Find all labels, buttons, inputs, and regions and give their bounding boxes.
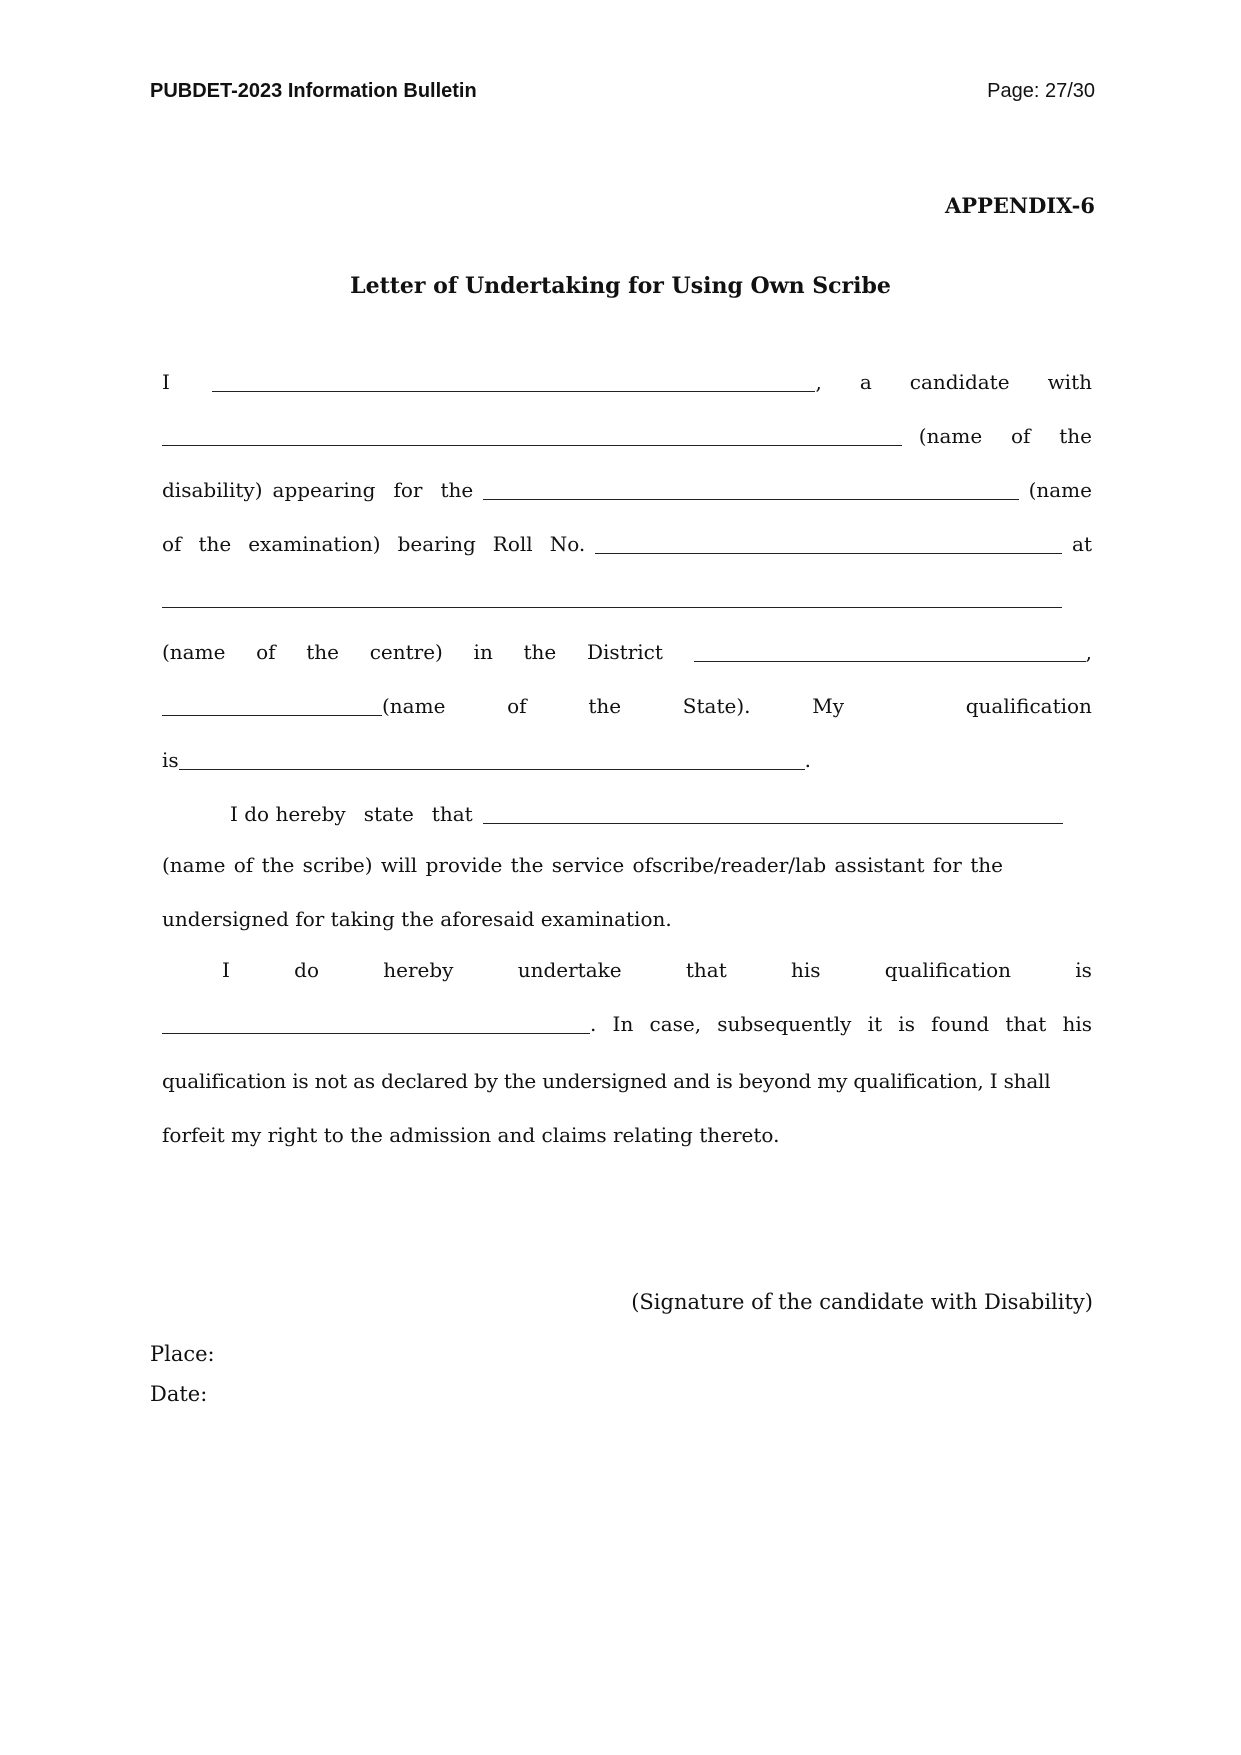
word: his [791, 958, 821, 982]
form-line-15: forfeit my right to the admission and claims relating thereto. [162, 1123, 780, 1147]
word: candidate [909, 370, 1010, 394]
form-line-14: qualification is not as declared by the undersigned and is beyond my qualification, I shall [162, 1069, 1051, 1093]
word: , [815, 370, 822, 394]
appendix-label: APPENDIX-6 [945, 193, 1095, 218]
form-line-11: undersigned for taking the aforesaid examination. [162, 907, 672, 931]
disability-blank[interactable] [162, 423, 902, 446]
page-number: Page: 27/30 [987, 80, 1095, 102]
word: My [812, 694, 844, 718]
word: it [867, 1012, 883, 1036]
letter-title: Letter of Undertaking for Using Own Scribe [350, 273, 891, 299]
word: of [507, 694, 527, 718]
word: is [898, 1012, 915, 1036]
word: the [198, 532, 232, 556]
word: the [523, 640, 557, 664]
form-line-1 [162, 366, 1092, 396]
form-line-8 [162, 744, 1092, 774]
place-label: Place: [150, 1342, 215, 1366]
word: that [1005, 1012, 1047, 1036]
word: is [1075, 958, 1092, 982]
form-line-3 [162, 474, 1092, 504]
word: In [612, 1012, 634, 1036]
word: of [162, 532, 182, 556]
word: the [306, 640, 340, 664]
form-line-6 [162, 636, 1092, 666]
word: Roll [492, 532, 533, 556]
district-blank[interactable] [694, 639, 1086, 662]
word: do [294, 958, 319, 982]
centre-name-blank[interactable] [162, 585, 1062, 608]
signature-label: (Signature of the candidate with Disability) [631, 1290, 1093, 1314]
word: state [363, 802, 414, 826]
word: undertake [517, 958, 622, 982]
form-line-5 [162, 582, 1092, 612]
candidate-name-blank[interactable] [212, 369, 816, 392]
word: , [1085, 640, 1092, 664]
word: District [586, 640, 663, 664]
scribe-name-blank[interactable] [483, 801, 1063, 824]
word: the [1059, 424, 1092, 448]
roll-number-blank[interactable] [595, 531, 1062, 554]
candidate-qualification-blank[interactable] [179, 747, 805, 770]
form-line-9 [162, 798, 1092, 828]
word: I [222, 958, 230, 982]
word: qualification [965, 694, 1092, 718]
form-line-10: (name of the scribe) will provide the service ofscribe/reader/lab assistant for the [162, 853, 1003, 877]
word: of [1010, 424, 1031, 448]
word: disability) [162, 478, 263, 502]
form-line-4 [162, 528, 1092, 558]
word: No. [549, 532, 586, 556]
word: subsequently [717, 1012, 852, 1036]
word: that [431, 802, 473, 826]
word: . [804, 748, 812, 772]
word: hereby [383, 958, 454, 982]
scribe-qualification-blank[interactable] [162, 1011, 590, 1034]
word: in [473, 640, 493, 664]
word: (name [382, 694, 446, 718]
word: is [162, 748, 179, 772]
form-line-7 [162, 690, 1092, 720]
form-line-13 [162, 1008, 1092, 1038]
word: with [1047, 370, 1092, 394]
word: (name [918, 424, 983, 448]
word: (name [1028, 478, 1092, 502]
word: found [931, 1012, 990, 1036]
word: (name [162, 640, 226, 664]
word: case, [649, 1012, 702, 1036]
word: the [440, 478, 474, 502]
word: bearing [397, 532, 476, 556]
examination-name-blank[interactable] [483, 477, 1018, 500]
word: of [256, 640, 276, 664]
word: his [1062, 1012, 1092, 1036]
bulletin-title: PUBDET-2023 Information Bulletin [150, 80, 477, 102]
date-label: Date: [150, 1382, 208, 1406]
form-line-12 [222, 954, 1092, 984]
word: centre) [369, 640, 443, 664]
word: a [859, 370, 872, 394]
word: . [590, 1012, 597, 1036]
form-line-2 [162, 420, 1092, 450]
word: appearing [272, 478, 376, 502]
word: for [393, 478, 423, 502]
word: I [162, 370, 170, 394]
word: qualification [884, 958, 1012, 982]
state-blank[interactable] [162, 693, 382, 716]
word: examination) [248, 532, 381, 556]
word: the [588, 694, 622, 718]
word: that [685, 958, 727, 982]
word: I do hereby [230, 802, 346, 826]
word: State). [682, 694, 751, 718]
word: at [1072, 532, 1092, 556]
